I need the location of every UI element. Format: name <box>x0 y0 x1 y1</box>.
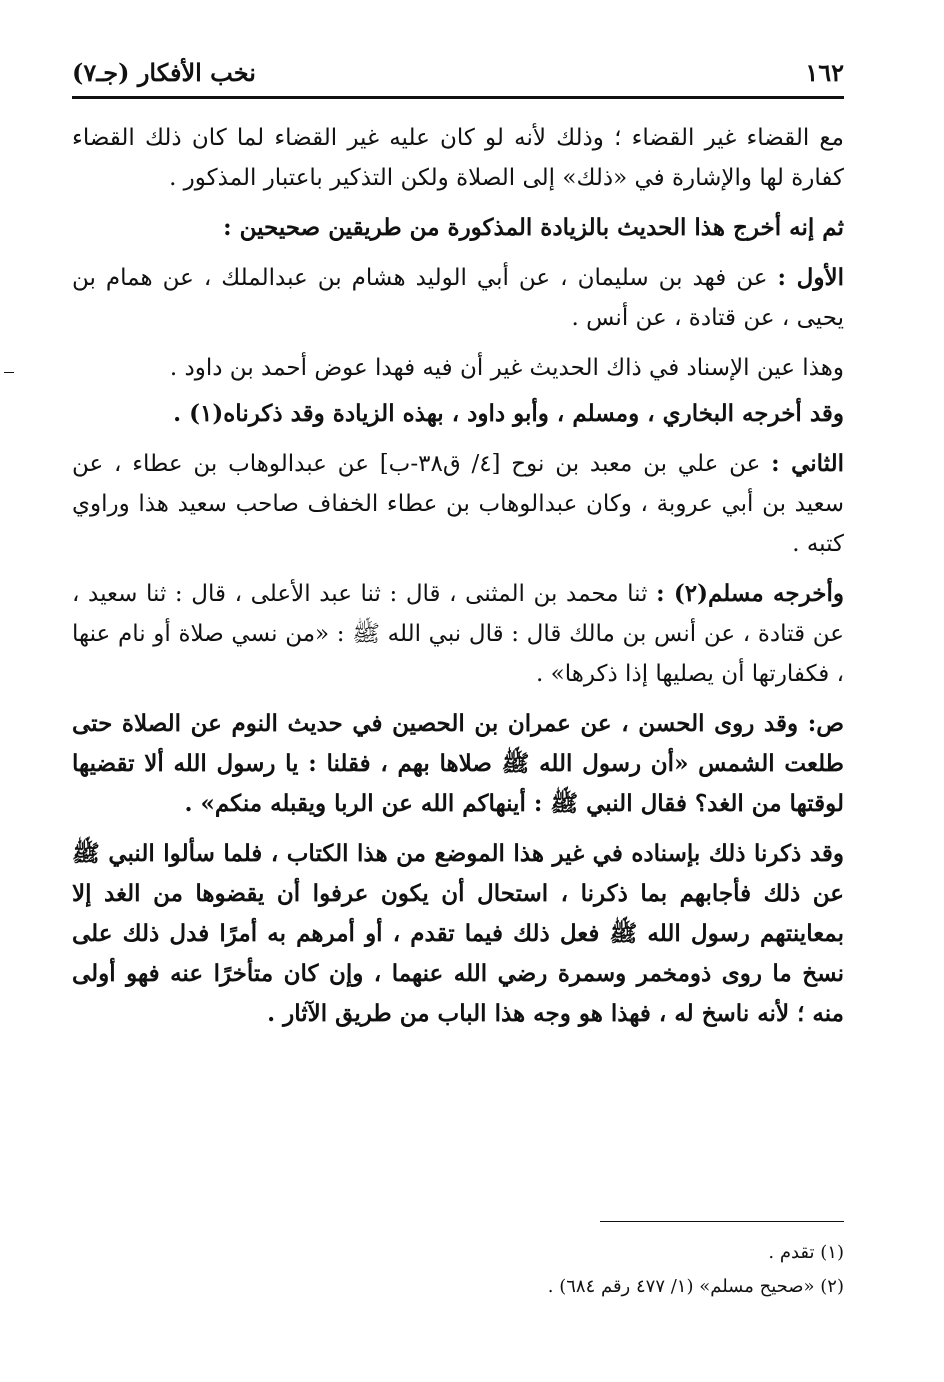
paragraph-text: مع القضاء غير القضاء ؛ وذلك لأنه لو كان عليه غير القضاء لما كان ذلك القضاء كفارة لها والإشارة في «ذلك» إلى الصلاة ولكن التذكير باعتبار المذكور . <box>72 125 844 191</box>
paragraph-text: وقد ذكرنا ذلك بإسناده في غير هذا الموضع من هذا الكتاب ، فلما سألوا النبي ﷺ عن ذلك فأجابهم بما ذكرنا ، استحال أن يكون عرفوا أن يقضوها من الغد إلا بمعاينتهم رسول الله ﷺ فعل ذلك فيما تقدم ، أو أمرهم به أمرًا فدل ذلك على نسخ ما روى ذومخمر وسمرة رضي الله عنهما ، وإن كان متأخرًا عنه فهو أولى منه ؛ لأنه ناسخ له ، فهذا هو وجه هذا الباب من طريق الآثار . <box>72 840 844 1027</box>
paragraph-text: عن علي بن معبد بن نوح [٤/ ق٣٨-ب] عن عبدالوهاب بن عطاء ، عن سعيد بن أبي عروبة ، وكان عبدالوهاب بن عطاء الخفاف صاحب سعيد هذا وراوي كتبه . <box>72 451 844 557</box>
footnote-1: (١) تقدم . <box>768 1242 844 1263</box>
running-title: نخب الأفكار (جـ٧) <box>72 58 256 87</box>
paragraph-lead: وأخرجه مسلم(٢) : <box>656 580 844 607</box>
paragraph-5 <box>72 394 844 434</box>
paragraph-lead: الأول : <box>777 264 844 291</box>
paragraph-4 <box>72 348 844 388</box>
margin-mark <box>4 372 14 373</box>
paragraph-3 <box>72 258 844 338</box>
paragraph-lead: الثاني : <box>771 450 844 477</box>
header-rule <box>72 96 844 99</box>
paragraph-text: وقد روى الحسن ، عن عمران بن الحصين في حديث النوم عن الصلاة حتى طلعت الشمس «أن رسول الله ﷺ صلاها بهم ، فقلنا : يا رسول الله ألا تقضيها لوقتها من الغد؟ فقال النبي ﷺ : أينهاكم الله عن الربا ويقبله منكم» . <box>72 710 844 817</box>
footnotes <box>72 1236 844 1304</box>
paragraph-8 <box>72 704 844 824</box>
paragraph-text: عن فهد بن سليمان ، عن أبي الوليد هشام بن عبدالملك ، عن همام بن يحيى ، عن قتادة ، عن أنس . <box>72 265 844 331</box>
paragraph-text: ثنا محمد بن المثنى ، قال : ثنا عبد الأعلى ، قال : ثنا سعيد ، عن قتادة ، عن أنس بن مالك قال : قال نبي الله ﷺ : «من نسي صلاة أو نام عنها ، فكفارتها أن يصليها إذا ذكرها» . <box>72 581 844 687</box>
paragraph-7 <box>72 574 844 694</box>
paragraph-9 <box>72 834 844 1034</box>
paragraph-1 <box>72 118 844 198</box>
page-number: ١٦٢ <box>805 58 844 87</box>
paragraph-6 <box>72 444 844 564</box>
paragraph-text: وقد أخرجه البخاري ، ومسلم ، وأبو داود ، بهذه الزيادة وقد ذكرناه(١) . <box>173 400 844 427</box>
paragraph-text: ثم إنه أخرج هذا الحديث بالزيادة المذكورة من طريقين صحيحين : <box>223 214 844 241</box>
footnote-rule <box>600 1221 844 1222</box>
paragraph-2 <box>72 208 844 248</box>
paragraph-text: وهذا عين الإسناد في ذاك الحديث غير أن فيه فهدا عوض أحمد بن داود . <box>169 355 844 381</box>
footnote-2: (٢) «صحيح مسلم» (١/ ٤٧٧ رقم ٦٨٤) . <box>547 1276 844 1297</box>
page-header <box>72 54 844 94</box>
main-text <box>72 118 844 1044</box>
paragraph-lead: ص: <box>807 710 844 737</box>
